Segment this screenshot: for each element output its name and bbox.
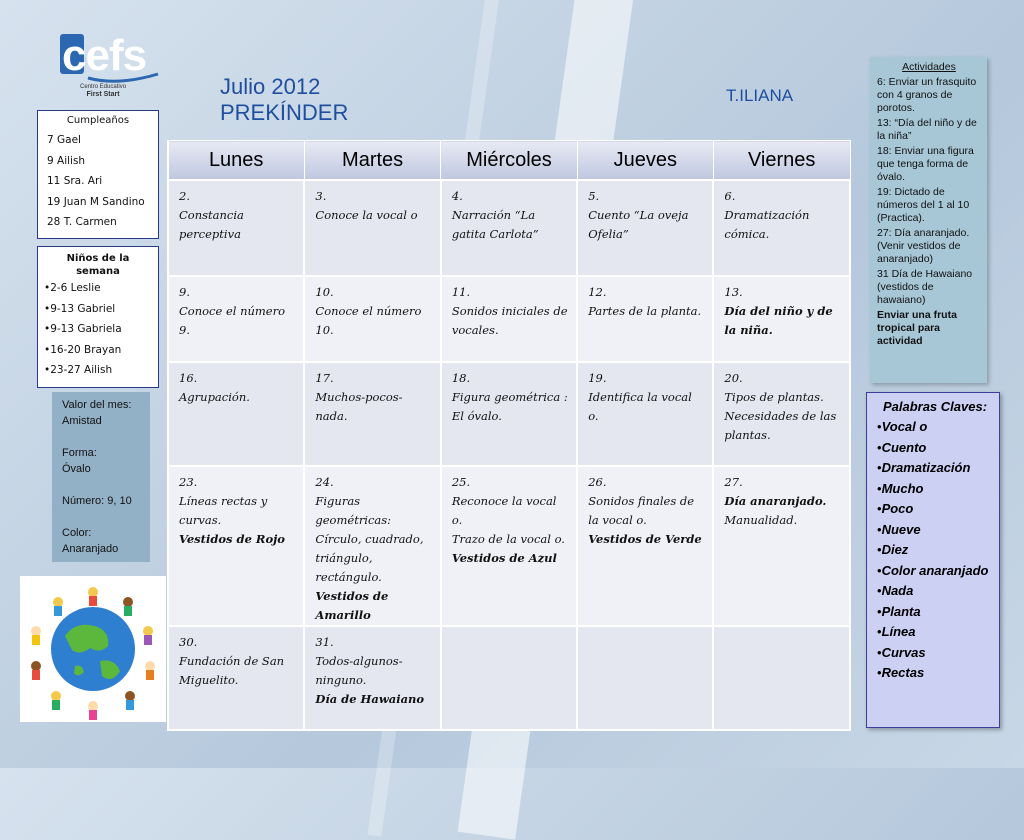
logo-text: cefs	[62, 31, 147, 80]
calendar-day-cell	[713, 626, 850, 730]
calendar-day-cell	[577, 466, 713, 626]
birthdays-box	[37, 110, 159, 239]
calendar-day-cell	[304, 276, 440, 362]
day-header: Jueves	[577, 141, 713, 181]
day-header: Miércoles	[441, 141, 577, 181]
calendar-day-cell	[441, 276, 577, 362]
page-title	[220, 74, 348, 126]
day-number: 17.	[315, 371, 334, 385]
keywords-title: Palabras Claves:	[882, 399, 988, 414]
keyword-item: • Rectas	[877, 664, 993, 681]
activity-item: 19: Dictado de números del 1 al 10 (Practica).	[877, 186, 970, 224]
calendar-table	[167, 140, 851, 731]
kids-of-week-item: •9-13 Gabriela	[44, 323, 122, 335]
calendar-day-cell	[304, 362, 440, 466]
day-activity: Conoce la vocal o	[315, 208, 418, 222]
day-activity: Reconoce la vocal o.	[451, 494, 557, 527]
calendar-week-row	[168, 276, 850, 362]
calendar-week-row	[168, 626, 850, 730]
day-header: Lunes	[168, 141, 304, 181]
day-number: 19.	[588, 371, 607, 385]
calendar-header-row	[168, 141, 850, 181]
day-special-event: Día de Hawaiano	[315, 692, 425, 706]
day-activity: Conoce el número 10.	[315, 304, 422, 337]
day-special-event: Día del niño y de la niña.	[724, 304, 833, 337]
number-text: Número: 9, 10	[62, 495, 132, 507]
activity-item: 18: Enviar una figura que tenga forma de óvalo.	[877, 145, 974, 183]
calendar-day-cell	[168, 276, 304, 362]
calendar-week-row	[168, 466, 850, 626]
keyword-item: • Nada	[877, 582, 993, 599]
day-number: 6.	[724, 189, 736, 203]
activity-item: 27: Día anaranjado. (Venir vestidos de anaranjado)	[877, 227, 970, 265]
calendar-week-row	[168, 180, 850, 276]
day-special-event: Día anaranjado.	[724, 494, 827, 508]
keyword-item: • Cuento	[877, 439, 993, 456]
value-label: Valor del mes:	[62, 399, 132, 411]
keyword-item: • Dramatización	[877, 459, 993, 476]
day-number: 11.	[451, 285, 471, 299]
day-number: 12.	[588, 285, 607, 299]
birthday-item: 9 Ailish	[47, 154, 86, 167]
kids-of-week-item: •23-27 Ailish	[44, 364, 113, 376]
kids-of-week-item: •9-13 Gabriel	[44, 302, 116, 315]
calendar-day-cell	[441, 466, 577, 626]
day-header: Martes	[304, 141, 440, 181]
calendar-day-cell	[168, 362, 304, 466]
keyword-item: • Diez	[877, 541, 993, 558]
activity-item-strong: Enviar una fruta tropical para actividad	[877, 309, 957, 347]
day-activity: Trazo de la vocal o.	[451, 532, 565, 546]
day-activity: Necesidades de las plantas.	[724, 409, 837, 442]
keyword-item: • Curvas	[877, 644, 993, 661]
title-month: Julio 2012	[220, 74, 321, 99]
keywords-box	[866, 392, 1000, 728]
keyword-item: • Mucho	[877, 480, 993, 497]
monthly-values-box	[52, 392, 150, 562]
day-number: 2.	[179, 189, 190, 203]
birthdays-title: Cumpleaños	[66, 115, 130, 126]
day-activity: Constancia perceptiva	[179, 208, 244, 241]
day-special-event: Vestidos de Amarillo	[315, 589, 389, 622]
calendar-day-cell	[713, 466, 850, 626]
activities-title: Actividades	[902, 61, 956, 73]
calendar-day-cell	[441, 362, 577, 466]
kids-of-week-box	[37, 246, 159, 388]
calendar-day-cell	[168, 180, 304, 276]
teacher-name: T.ILIANA	[726, 86, 794, 105]
day-header: Viernes	[713, 141, 850, 181]
calendar-day-cell	[577, 276, 713, 362]
calendar-day-cell	[168, 626, 304, 730]
day-number: 18.	[451, 371, 471, 385]
keyword-item: • Planta	[877, 603, 993, 620]
day-activity: Narración “La gatita Carlota”	[451, 208, 539, 241]
day-activity: Agrupación.	[179, 390, 250, 404]
day-activity: Líneas rectas y curvas.	[179, 494, 268, 527]
logo-subtitle-line1: Centro Educativo	[80, 84, 127, 90]
logo-subtitle	[80, 84, 126, 99]
day-activity: Figura geométrica : El óvalo.	[451, 390, 568, 423]
day-activity: Cuento “La oveja Ofelia”	[588, 208, 689, 241]
activity-item: 31 Día de Hawaiano (vestidos de hawaiano)	[877, 268, 973, 306]
day-number: 9.	[179, 285, 190, 299]
calendar-day-cell	[441, 626, 577, 730]
day-number: 4.	[451, 189, 463, 203]
day-number: 10.	[315, 285, 334, 299]
day-activity: Partes de la planta.	[588, 304, 702, 318]
day-number: 3.	[315, 189, 327, 203]
day-activity: Todos-algunos-ninguno.	[315, 654, 403, 687]
calendar-day-cell	[168, 466, 304, 626]
day-activity: Tipos de plantas.	[724, 390, 824, 404]
shape-label: Forma:	[62, 447, 97, 459]
day-number: 16.	[179, 371, 198, 385]
day-special-event: Vestidos de Verde	[588, 532, 702, 546]
day-number: 23.	[179, 475, 198, 489]
birthday-item: 19 Juan M Sandino	[47, 195, 145, 208]
title-grade: PREKÍNDER	[220, 100, 349, 125]
calendar-day-cell	[304, 626, 440, 730]
day-number: 13.	[724, 285, 743, 299]
day-number: 24.	[315, 475, 334, 489]
day-number: 20.	[724, 371, 743, 385]
keyword-item: • Color anaranjado	[877, 562, 993, 579]
birthday-item: 11 Sra. Ari	[47, 175, 103, 187]
kids-of-week-item: •16-20 Brayan	[44, 343, 122, 356]
day-activity: Manualidad.	[724, 513, 798, 527]
day-activity: Fundación de San Miguelito.	[179, 654, 285, 687]
calendar-day-cell	[713, 180, 850, 276]
day-activity: Sonidos finales de la vocal o.	[588, 494, 695, 527]
kids-of-week-title: Niños de la semana	[66, 253, 130, 277]
kids-of-week-item: •2-6 Leslie	[44, 282, 101, 294]
day-activity: Dramatización cómica.	[724, 208, 810, 241]
day-number: 27.	[724, 475, 743, 489]
activity-item: 6: Enviar un frasquito con 4 granos de porotos.	[877, 76, 977, 114]
day-number: 30.	[179, 635, 198, 649]
birthday-item: 7 Gael	[47, 134, 81, 146]
day-activity: Conoce el número 9.	[179, 304, 286, 337]
keyword-item: • Vocal o	[877, 418, 993, 435]
day-special-event: Vestidos de Rojo	[179, 532, 285, 546]
calendar-day-cell	[304, 466, 440, 626]
activity-item: 13: “Día del niño y de la niña”	[877, 117, 977, 142]
value-text: Amistad	[62, 415, 102, 427]
day-activity: Muchos-pocos-nada.	[315, 390, 403, 423]
keyword-item: • Poco	[877, 500, 993, 517]
day-activity: Sonidos iniciales de vocales.	[451, 304, 568, 337]
activities-box	[870, 57, 987, 383]
calendar-day-cell	[577, 180, 713, 276]
day-number: 26.	[588, 475, 607, 489]
calendar-day-cell	[577, 626, 713, 730]
calendar-day-cell	[304, 180, 440, 276]
day-number: 5.	[588, 189, 600, 203]
day-activity: Figuras geométricas: Círculo, cuadrado, triángulo, rectángulo.	[315, 494, 424, 584]
color-text: Anaranjado	[62, 543, 119, 555]
day-number: 31.	[315, 635, 334, 649]
calendar-day-cell	[577, 362, 713, 466]
shape-text: Óvalo	[62, 463, 91, 475]
children-around-earth-image	[20, 576, 166, 722]
keyword-item: • Nueve	[877, 521, 993, 538]
calendar-day-cell	[441, 180, 577, 276]
calendar-week-row	[168, 362, 850, 466]
birthday-item: 28 T. Carmen	[47, 216, 117, 228]
color-label: Color:	[62, 527, 92, 539]
calendar-day-cell	[713, 276, 850, 362]
keyword-item: • Línea	[877, 623, 993, 640]
day-activity: Identifica la vocal o.	[588, 390, 692, 423]
calendar-day-cell	[713, 362, 850, 466]
day-number: 25.	[451, 475, 471, 489]
day-special-event: Vestidos de Azul	[451, 551, 557, 565]
logo-subtitle-line2: First Start	[86, 91, 120, 98]
